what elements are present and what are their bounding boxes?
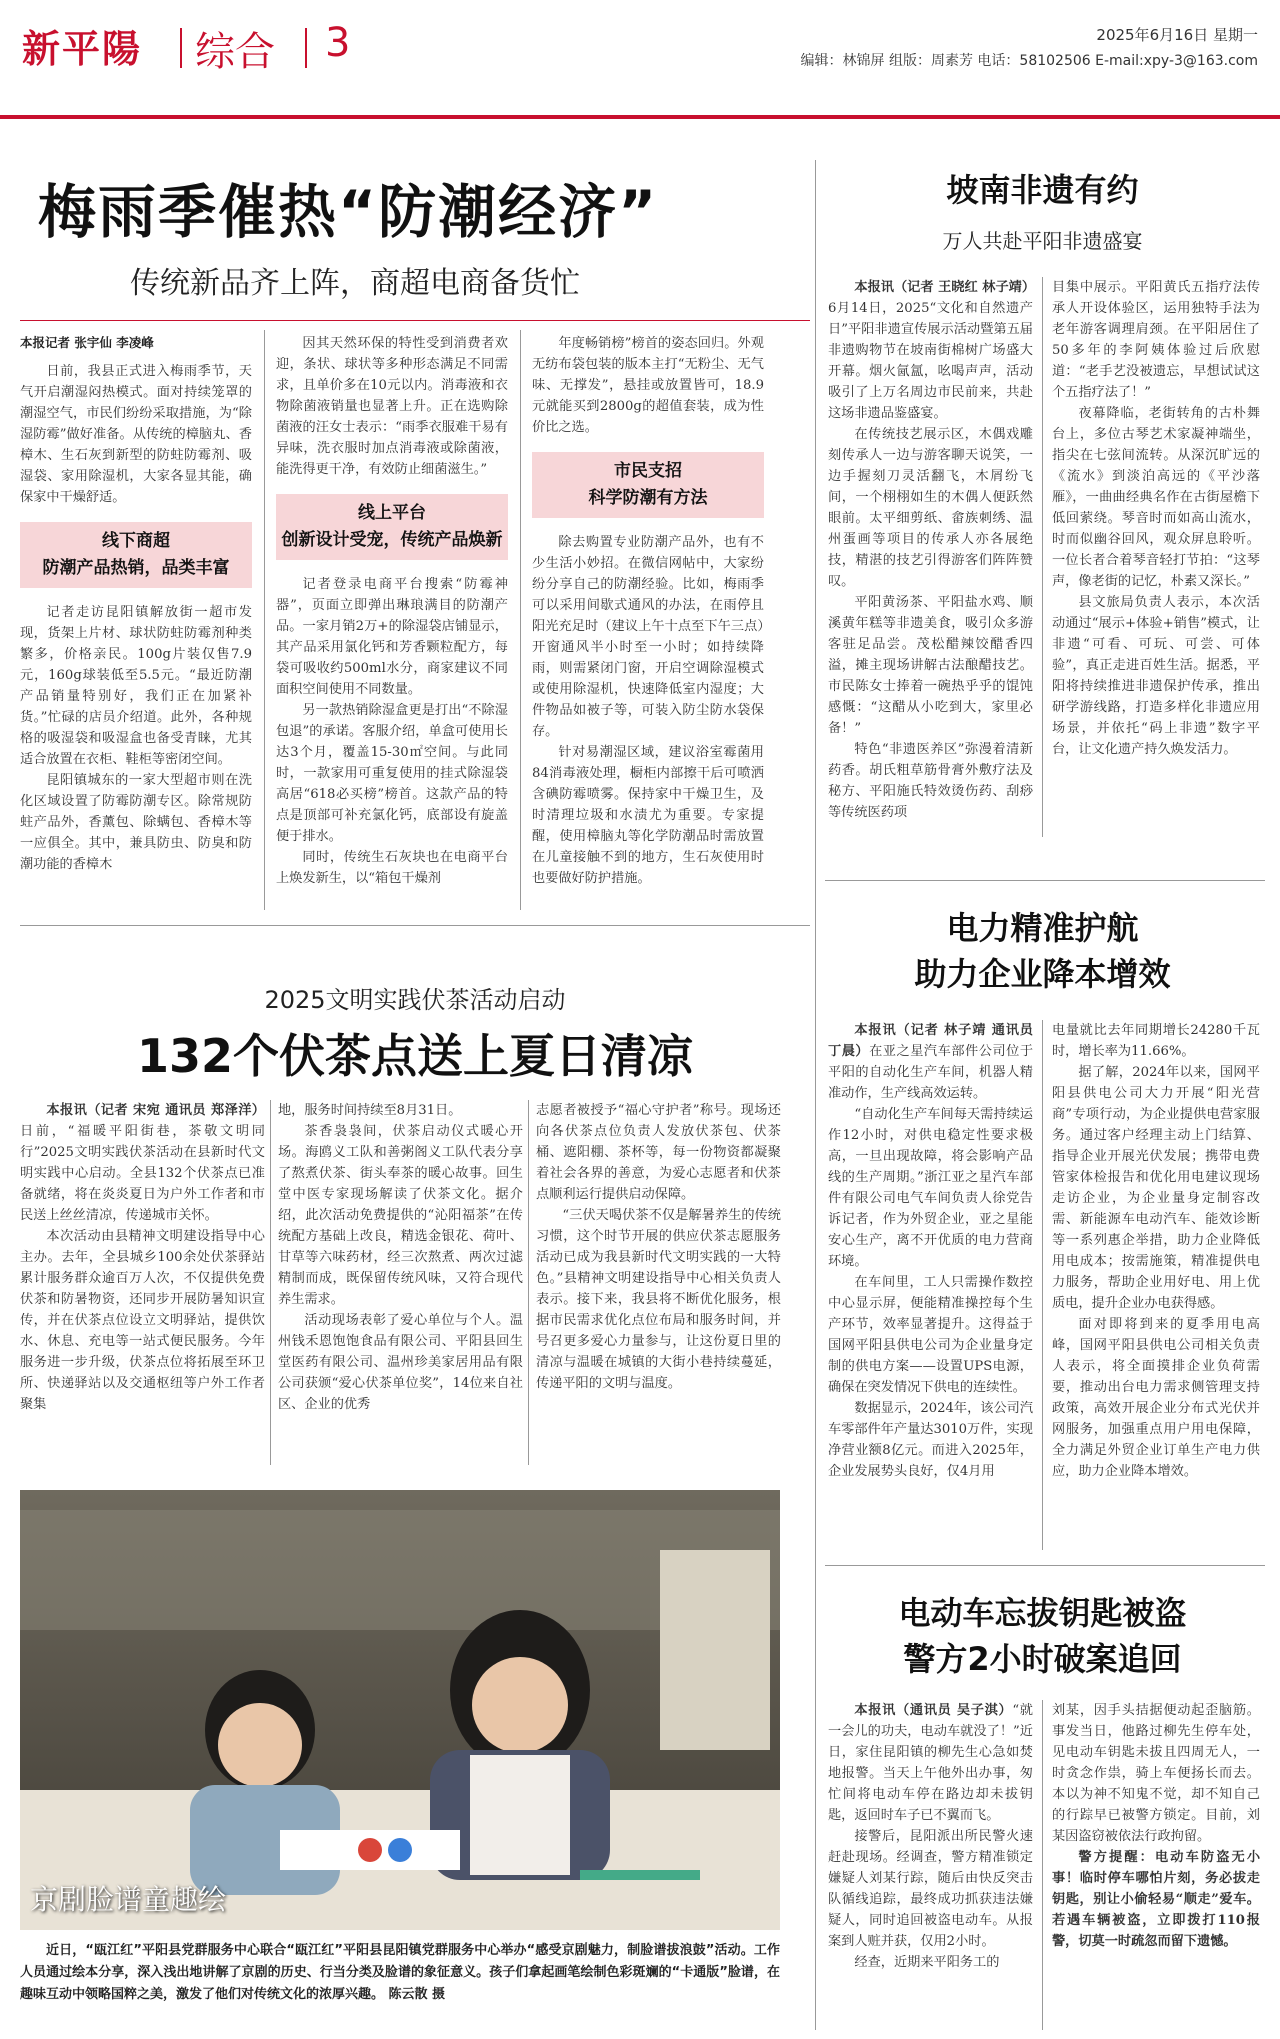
heritage-paragraph: 特色“非遗医养区”弥漫着清新药香。胡氏粗草筋骨膏外敷疗法及秘方、平阳施氏特效烫伤药、刮痧等传统医药项 — [828, 742, 1033, 820]
heritage-paragraph: 县文旅局负责人表示，本次活动通过“展示+体验+销售”模式，让非遗“可看、可玩、可尝、可体验”，真正走进百姓生活。据悉，平阳将持续推进非遗保护传承，推出研学游线路，打造多样化非遗应用场景，并依托“码上非遗”数字平台，让文化遗产持久焕发活力。 — [1052, 595, 1260, 757]
power-headline: 电力精准护航 助力企业降本增效 — [914, 909, 1171, 993]
police-paragraph: “就一会儿的功夫，电动车就没了！”近日，家住昆阳镇的柳先生心急如焚地报警。当天上午他外出办事，匆忙间将电动车停在路边却未拔钥匙，返回时车子已不翼而飞。 — [828, 1703, 1033, 1823]
masthead-divider — [180, 28, 182, 68]
police-column-1 — [828, 1700, 1033, 1973]
column-divider — [1042, 1020, 1043, 1550]
newspaper-logo: 新平陽 — [22, 26, 143, 71]
lead-paragraph: 因其天然环保的特性受到消费者欢迎，条状、球状等多种形态满足不同需求，且单价多在10元以内。消毒液和衣物除菌液销量也显著上升。正在选购除菌液的汪女士表示：“雨季衣服难干易有异味，洗衣服时加点消毒液或除菌液，能洗得更干净，有效防止细菌滋生。” — [276, 336, 508, 477]
lead-paragraph: 除去购置专业防潮产品外，也有不少生活小妙招。在微信网帖中，大家纷纷分享自己的防潮经验。比如，梅雨季可以采用间歇式通风的办法，在雨停且阳光充足时（建议上午十点至下午三点）开窗通风半小时至一小时；如持续降雨，则需紧闭门窗，开启空调除湿模式或使用除湿机，快速降低室内湿度；大件物品如被子等，可装入防尘防水袋保存。 — [532, 535, 764, 739]
section-name: 综合 — [195, 29, 275, 75]
heritage-column-1 — [828, 277, 1036, 823]
tea-paragraph: 本次活动由县精神文明建设指导中心主办。去年，全县城乡100余处伏茶驿站累计服务群众逾百万人次，不仅提供免费伏茶和防暑物资，还同步开展防暑知识宣传，并在伏茶点位设立文明驿站，提供饮水、休息、充电等一站式便民服务。今年服务进一步升级，伏茶点位将拓展至环卫所、快递驿站以及交通枢纽等户外工作者聚集 — [20, 1229, 265, 1412]
heritage-subheadline: 万人共赴平阳非遗盛宴 — [942, 229, 1143, 253]
lead-subhead-online: 线上平台 创新设计受宠，传统产品焕新 — [276, 494, 508, 560]
tea-paragraph: 日前，“福暖平阳街巷，茶敬文明同行”2025文明实践伏茶活动在县新时代文明实践中心启动。全县132个伏茶点已准备就绪，将在炎炎夏日为户外工作者和市民送上丝丝清凉，传递城市关怀。 — [20, 1124, 265, 1223]
section-rule — [825, 880, 1265, 881]
lead-rule — [20, 320, 810, 321]
lead-subhead-offline: 线下商超 防潮产品热销，品类丰富 — [20, 522, 252, 588]
heritage-column-2 — [1052, 277, 1260, 760]
column-divider — [270, 1100, 271, 1465]
photo-overlay-title: 京剧脸谱童趣绘 — [30, 1883, 227, 1916]
police-paragraph: 经查，近期来平阳务工的 — [854, 1955, 1000, 1970]
heritage-byline: 本报讯（记者 王晓红 林子靖） — [854, 280, 1036, 295]
tea-column-3 — [536, 1100, 781, 1394]
police-headline: 电动车忘拔钥匙被盗 警方2小时破案追回 — [898, 1594, 1187, 1678]
column-divider — [264, 330, 265, 910]
power-paragraph: “自动化生产车间每天需持续运作12小时，对供电稳定性要求极高，一旦出现故障，将会影响产品线的生产周期。”浙江亚之星汽车部件有限公司电气车间负责人徐党告诉记者，作为外贸企业，亚之星能安心生产，离不开优质的电力营商环境。 — [828, 1107, 1033, 1269]
heritage-headline: 坡南非遗有约 — [946, 171, 1139, 209]
heritage-paragraph: 目集中展示。平阳黄氏五指疗法传承人开设体验区，运用独特手法为老年游客调理肩颈。在平阳居住了50多年的李阿姨体验过后欣慰道：“老手艺没被遗忘，早想试试这个五指疗法了！” — [1052, 280, 1260, 400]
section-rule — [20, 925, 810, 926]
editor-credits: 编辑：林锦屏 组版：周素芳 电话：58102506 E-mail:xpy-3@163.com — [800, 53, 1258, 69]
lead-column-1 — [20, 333, 252, 875]
tea-paragraph: 茶香袅袅间，伏茶启动仪式暖心开场。海鸥义工队和善粥阁义工队代表分享了熬煮伏茶、街头奉茶的暖心故事。回生堂中医专家现场解读了伏茶文化。据介绍，此次活动免费提供的“沁阳福茶”在传统配方基础上改良，精选金银花、荷叶、甘草等六味药材，经三次熬煮、两次过滤精制而成，既保留传统风味，又符合现代养生需求。 — [278, 1124, 523, 1307]
column-divider — [1042, 1700, 1043, 2030]
column-divider — [520, 330, 521, 910]
power-column-1 — [828, 1020, 1033, 1482]
page-number-divider — [305, 28, 307, 68]
lead-paragraph: 年度畅销榜”榜首的姿态回归。外观无纺布袋包装的版本主打“无粉尘、无气味、无撑发”，悬挂或放置皆可，18.9元就能买到2800g的超值套装，成为性价比之选。 — [532, 336, 764, 435]
tea-paragraph: “三伏天喝伏茶不仅是解暑养生的传统习惯，这个时节开展的供应伏茶志愿服务活动已成为我县新时代文明实践的一大特色。”县精神文明建设指导中心相关负责人表示。接下来，我县将不断优化服务，根据市民需求优化点位布局和服务时间，并号召更多爱心力量参与，让这份夏日里的清凉与温暖在城镇的大街小巷持续蔓延，传递平阳的文明与温度。 — [536, 1208, 781, 1391]
lead-headline: 梅雨季催热“防潮经济” — [38, 178, 659, 246]
power-byline: 本报讯（记者 林子靖 通讯员 丁晨） — [828, 1023, 1033, 1059]
tea-headline: 132个伏茶点送上夏日清凉 — [136, 1029, 694, 1083]
news-photo — [20, 1490, 780, 1930]
tea-byline: 本报讯（记者 宋宛 通讯员 郑泽洋） — [46, 1103, 265, 1118]
lead-paragraph: 针对易潮湿区域，建议浴室霉菌用84消毒液处理，橱柜内部擦干后可喷洒含碘防霉喷雾。保持家中干燥卫生，及时清理垃圾和水渍尤为重要。专家提醒，使用樟脑丸等化学防潮品时需放置在儿童接触不到的地方，生石灰使用时也要做好防护措施。 — [532, 745, 764, 886]
heritage-paragraph: 夜幕降临，老街转角的古朴舞台上，多位古琴艺术家凝神端坐，指尖在七弦间流转。从深沉旷远的《流水》到淡泊高远的《平沙落雁》，一曲曲经典名作在古街屋檐下低回萦绕。琴音时而如高山流水，时而似幽谷回风，观众屏息聆听。一位长者合着琴音轻打节拍：“这琴声，像老街的记忆，朴素又深长。” — [1052, 406, 1260, 589]
lead-paragraph: 同时，传统生石灰块也在电商平台上焕发新生，以“箱包干燥剂 — [276, 850, 508, 886]
lead-byline: 本报记者 张宇仙 李凌峰 — [20, 335, 154, 350]
lead-subhead-tips: 市民支招 科学防潮有方法 — [532, 452, 764, 518]
heritage-paragraph: 平阳黄汤茶、平阳盐水鸡、顺溪黄年糕等非遗美食，吸引众多游客驻足品尝。茂松醋辣饺醋香四溢，摊主现场讲解古法酿醋技艺。市民陈女士捧着一碗热乎乎的馄饨感慨：“这醋从小吃到大，家里必备！” — [828, 595, 1033, 736]
police-byline: 本报讯（通讯员 吴子淇） — [854, 1703, 1013, 1718]
lead-column-3 — [532, 333, 764, 889]
lead-paragraph: 记者走访昆阳镇解放街一超市发现，货架上片材、球状防蛀防霉剂种类繁多，价格亲民。100g片装仅售7.9元，160g球装低至5.5元。“最近防潮产品销量特别好，我们正在加紧补货。”忙碌的店员介绍道。此外，各种规格的吸湿袋和吸湿盒也备受青睐，尤其适合放置在衣柜、鞋柜等密闭空间。 — [20, 605, 252, 767]
tea-kicker: 2025文明实践伏茶活动启动 — [264, 986, 566, 1014]
police-tip: 电动车防盗无小事！临时停车哪怕片刻，务必拔走钥匙，别让小偷轻易“顺走”爱车。若遇车辆被盗，立即拨打110报警，切莫一时疏忽而留下遗憾。 — [1052, 1850, 1261, 1949]
issue-date: 2025年6月16日 星期一 — [1096, 26, 1258, 44]
masthead-rule — [0, 115, 1280, 119]
section-rule — [825, 1565, 1265, 1566]
police-paragraph: 刘某，因手头拮据便动起歪脑筋。事发当日，他路过柳先生停车处，见电动车钥匙未拔且四周无人，一时贪念作祟，骑上车便扬长而去。本以为神不知鬼不觉，却不知自己的行踪早已被警方锁定。目前，刘某因盗窃被依法行政拘留。 — [1052, 1703, 1260, 1844]
lead-paragraph: 另一款热销除湿盒更是打出“不除湿包退”的承诺。客服介绍，单盒可使用长达3个月，覆盖15-30㎡空间。与此同时，一款家用可重复使用的挂式除湿袋高居“618必买榜”榜首。这款产品的特点是顶部可补充氯化钙，底部设有旋盖便于排水。 — [276, 703, 508, 844]
power-paragraph: 在车间里，工人只需操作数控中心显示屏，便能精准操控每个生产环节，效率显著提升。这得益于国网平阳县供电公司为企业量身定制的供电方案——设置UPS电源，确保在突发情况下供电的连续性。 — [828, 1275, 1033, 1395]
lead-subheadline: 传统新品齐上阵，商超电商备货忙 — [130, 266, 580, 301]
lead-column-2 — [276, 333, 508, 889]
tea-column-2 — [278, 1100, 523, 1415]
power-paragraph: 在亚之星汽车部件公司位于平阳的自动化生产车间，机器人精准动作，生产线高效运转。 — [828, 1044, 1034, 1101]
photo-caption: 近日，“瓯江红”平阳县党群服务中心联合“瓯江红”平阳县昆阳镇党群服务中心举办“感受京剧魅力，制脸谱拔浪鼓”活动。工作人员通过绘本分享，深入浅出地讲解了京剧的历史、行当分类及脸谱的象征意义。孩子们拿起画笔绘制色彩斑斓的“卡通版”脸谱，在趣味互动中领略国粹之美，激发了他们对传统文化的浓厚兴趣。 陈云散 摄 — [20, 1943, 780, 2002]
tea-paragraph: 地，服务时间持续至8月31日。 — [278, 1103, 462, 1118]
power-paragraph: 面对即将到来的夏季用电高峰，国网平阳县供电公司相关负责人表示，将全面摸排企业负荷需要，推动出台电力需求侧管理支持政策，高效开展企业分布式光伏并网服务，加强重点用户用电保障，全力满足外贸企业订单生产电力供应，助力企业降本增效。 — [1052, 1317, 1260, 1479]
lead-paragraph: 昆阳镇城东的一家大型超市则在洗化区域设置了防霉防潮专区。除常规防蛀产品外，香薰包、除螨包、香樟木等一应俱全。其中，兼具防虫、防臭和防潮功能的香樟木 — [20, 773, 252, 872]
lead-paragraph: 记者登录电商平台搜索“防霉神器”，页面立即弹出琳琅满目的防潮产品。一家月销2万+的除湿袋店铺显示，其产品采用氯化钙和芳香颗粒配方，每袋可吸收约500ml水分，商家建议不同面积空间使用不同数量。 — [276, 577, 508, 697]
column-divider — [528, 1100, 529, 1465]
section-divider — [815, 160, 816, 2030]
column-divider — [1042, 277, 1043, 837]
tea-column-1 — [20, 1100, 265, 1415]
heritage-paragraph: 在传统技艺展示区，木偶戏雕刻传承人一边与游客聊天说笑，一边手握刻刀灵活翻飞，木屑纷飞间，一个栩栩如生的木偶人便跃然眼前。太平细剪纸、畲族刺绣、温州蛋画等项目的传承人亦各展绝技，精湛的技艺引得游客们阵阵赞叹。 — [828, 427, 1033, 589]
heritage-paragraph: 6月14日，2025“文化和自然遗产日”平阳非遗宣传展示活动暨第五届非遗购物节在坡南街棉树广场盛大开幕。烟火氤氲，吆喝声声，活动吸引了上万名周边市民前来，共赴这场非遗品鉴盛宴。 — [828, 301, 1033, 421]
police-tip-label: 警方提醒： — [1078, 1850, 1155, 1865]
page-number: 3 — [325, 20, 351, 66]
police-paragraph: 接警后，昆阳派出所民警火速赶赴现场。经调查，警方精准锁定嫌疑人刘某行踪，随后由快反突击队循线追踪，最终成功抓获违法嫌疑人，同时追回被盗电动车。从报案到人赃并获，仅用2小时。 — [828, 1829, 1033, 1949]
photo-illustration — [20, 1490, 780, 1930]
tea-paragraph: 志愿者被授予“福心守护者”称号。现场还向各伏茶点位负责人发放伏茶包、伏茶桶、遮阳棚、茶杯等，每一份物资都凝聚着社会各界的善意，为爱心志愿者和伏茶点顺利运行提供启动保障。 — [536, 1103, 781, 1202]
tea-paragraph: 活动现场表彰了爱心单位与个人。温州钱禾恩饱饱食品有限公司、平阳县回生堂医药有限公司、温州珍美家居用品有限公司获颁“爱心伏茶单位奖”，14位来自社区、企业的优秀 — [278, 1313, 523, 1412]
power-paragraph: 据了解，2024年以来，国网平阳县供电公司大力开展“阳光营商”专项行动，为企业提供电营家服务。通过客户经理主动上门结算、指导企业开展光伏发展；携带电费管家体检报告和优化用电建议现场走访企业，为企业量身定制容改需、新能源车电动汽车、能效诊断等一系列惠企举措，助力企业降低用电成本；按需施策，精准提供电力服务，帮助企业用好电、用上优质电，提升企业办电获得感。 — [1052, 1065, 1260, 1311]
power-column-2 — [1052, 1020, 1260, 1482]
lead-paragraph: 日前，我县正式进入梅雨季节，天气开启潮湿闷热模式。面对持续笼罩的潮湿空气，市民们纷纷采取措施，为“除湿防霉”做好准备。从传统的樟脑丸、香樟木、生石灰到新型的防蛀防霉剂、吸湿袋、家用除湿机，大家各显其能，确保家中干燥舒适。 — [20, 364, 252, 505]
power-paragraph: 数据显示，2024年，该公司汽车零部件年产量达3010万件，实现净营业额8亿元。而进入2025年，企业发展势头良好，仅4月用 — [828, 1401, 1034, 1479]
power-paragraph: 电量就比去年同期增长24280千瓦时，增长率为11.66%。 — [1052, 1023, 1260, 1059]
police-column-2 — [1052, 1700, 1260, 1952]
